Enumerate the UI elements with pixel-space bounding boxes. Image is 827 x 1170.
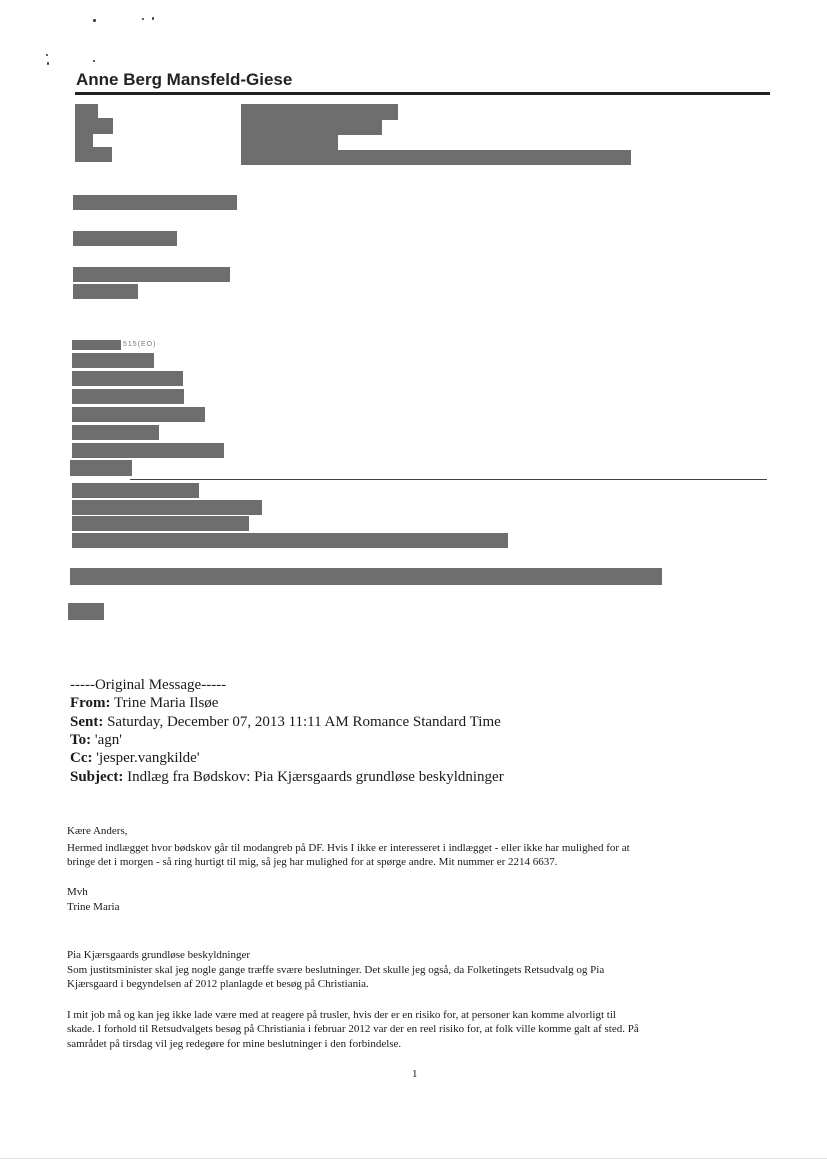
redaction-block: [241, 150, 631, 165]
original-message-separator: -----Original Message-----: [70, 677, 227, 693]
to-line: [70, 731, 122, 749]
signature: Trine Maria: [67, 901, 120, 913]
greeting: Kære Anders,: [67, 825, 128, 837]
subject-value: Indlæg fra Bødskov: Pia Kjærsgaards grundløse beskyldninger: [127, 769, 504, 785]
redaction-block: [72, 371, 183, 386]
redaction-block: [72, 533, 508, 548]
body-paragraph-1-line-2: bringe det i morgen - så ring hurtigt til mig, så jeg har mulighed for at spørge andre. Mit nummer er 2214 6637.: [67, 856, 558, 868]
redaction-block: [75, 147, 112, 162]
subject-label: Subject:: [70, 769, 124, 785]
to-label: To:: [70, 732, 92, 748]
redaction-block: [73, 231, 177, 246]
redaction-block: [75, 132, 93, 148]
from-value: Trine Maria Ilsøe: [114, 695, 219, 711]
redaction-block: [241, 104, 398, 120]
redaction-block: [72, 483, 199, 498]
scan-speck: [47, 62, 49, 65]
scan-speck: [142, 18, 144, 20]
scan-speck: [93, 60, 95, 62]
redaction-block: [72, 353, 154, 368]
cc-line: [70, 749, 200, 767]
scan-speck: [93, 19, 96, 22]
sent-line: [70, 713, 501, 731]
redaction-block: [72, 443, 224, 458]
article-title: Pia Kjærsgaards grundløse beskyldninger: [67, 949, 250, 961]
scan-speck: [152, 17, 154, 20]
redaction-block: [72, 516, 249, 531]
redaction-block: [72, 425, 159, 440]
redaction-block: [70, 460, 132, 476]
body-paragraph-3-line-2: skade. I forhold til Retsudvalgets besøg på Christiania i februar 2012 var der en reel risiko for, at folk ville komme galt af sted. På: [67, 1023, 639, 1035]
body-paragraph-3-line-1: I mit job må og kan jeg ikke lade være med at reagere på trusler, hvis der er en risiko for, at personer kan komme alvorligt til: [67, 1009, 616, 1021]
redaction-block: [73, 284, 138, 299]
sender-name-header: Anne Berg Mansfeld-Giese: [76, 70, 293, 89]
from-label: From:: [70, 695, 111, 711]
cc-value: 'jesper.vangkilde': [96, 750, 200, 766]
redaction-block: [241, 134, 338, 150]
redaction-block: [68, 603, 104, 620]
scan-edge: [0, 1158, 827, 1159]
subject-line: [70, 768, 504, 786]
to-value: 'agn': [94, 732, 122, 748]
reference-code: 515(EO): [123, 341, 157, 348]
redaction-block: [72, 407, 205, 422]
cc-label: Cc:: [70, 750, 93, 766]
redaction-block: [72, 340, 121, 350]
sent-value: Saturday, December 07, 2013 11:11 AM Romance Standard Time: [107, 714, 501, 730]
redaction-block: [72, 500, 262, 515]
page-number: 1: [412, 1068, 418, 1080]
divider-rule: [130, 479, 767, 480]
header-rule: [75, 92, 770, 95]
scan-speck: [46, 54, 48, 56]
redaction-block: [241, 119, 382, 135]
body-paragraph-2-line-1: Som justitsminister skal jeg nogle gange træffe svære beslutninger. Det skulle jeg også, da Folketingets Retsudvalg og Pia: [67, 964, 605, 976]
redaction-block: [72, 389, 184, 404]
redaction-block: [70, 568, 662, 585]
redaction-block: [73, 195, 237, 210]
body-paragraph-1-line-1: Hermed indlægget hvor bødskov går til modangreb på DF. Hvis I ikke er interesseret i indlægget - eller ikke har mulighed for at: [67, 842, 630, 854]
signoff: Mvh: [67, 886, 88, 898]
sent-label: Sent:: [70, 714, 104, 730]
body-paragraph-2-line-2: Kjærsgaard i begyndelsen af 2012 planlagde et besøg på Christiania.: [67, 978, 369, 990]
redaction-block: [73, 267, 230, 282]
body-paragraph-3-line-3: samrådet på tirsdag vil jeg redegøre for mine beslutninger i den forbindelse.: [67, 1038, 402, 1050]
from-line: [70, 694, 218, 712]
